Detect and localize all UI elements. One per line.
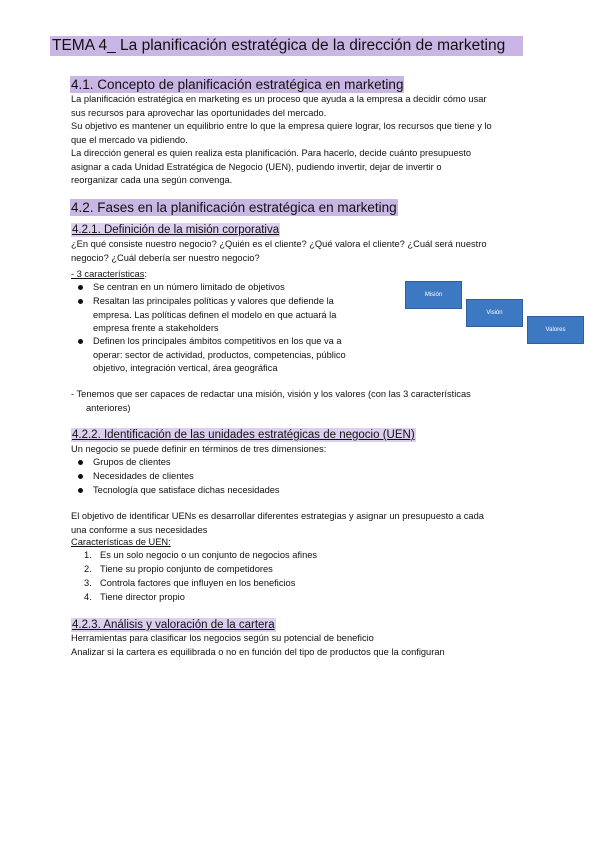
section-4-2-heading: 4.2. Fases en la planificación estratégica en marketing [71, 200, 397, 215]
uen-dimensions-list [78, 456, 378, 501]
list-item: Necesidades de clientes [93, 471, 194, 481]
text-line: Su objetivo es mantener un equilibrio entre lo que la empresa quiere lograr, los recursos que tiene y lo [71, 121, 492, 131]
list-item: Se centran en un número limitado de objetivos [93, 282, 285, 292]
text-line: que el mercado va pidiendo. [71, 134, 188, 145]
bullet-icon [78, 460, 83, 465]
text-line: Analizar si la cartera es equilibrada o no en función del tipo de productos que la configuran [71, 646, 445, 657]
section-4-2-3-heading: 4.2.3. Análisis y valoración de la cartera [72, 619, 275, 631]
uen-characteristics-list [84, 549, 404, 609]
list-number: 3. [84, 578, 92, 588]
section-4-2-1-questions [71, 238, 487, 265]
uen-intro: Un negocio se puede definir en términos de tres dimensiones: [71, 444, 327, 454]
text-line: sus recursos para aprovechar las oportunidades del mercado. [71, 107, 327, 118]
section-4-2-3-text [71, 632, 445, 659]
mission-note: - Tenemos que ser capaces de redactar una misión, visión y los valores (con las 3 características anteriores) [71, 389, 471, 413]
list-number: 4. [84, 592, 92, 602]
list-number: 2. [84, 564, 92, 574]
mission-box: Misión [405, 281, 462, 309]
text-line: reorganizar cada una según convenga. [71, 175, 233, 185]
page-title: TEMA 4_ La planificación estratégica de la dirección de marketing [50, 36, 523, 56]
list-item: Tiene director propio [100, 592, 185, 602]
section-4-2-1-heading: 4.2.1. Definición de la misión corporativa [72, 224, 280, 236]
section-4-1-text [71, 93, 492, 188]
bullet-icon [78, 299, 83, 304]
vision-box: Visión [466, 299, 523, 327]
list-item: Grupos de clientes [93, 457, 171, 467]
list-number: 1. [84, 550, 92, 560]
bullet-icon [78, 285, 83, 290]
section-4-2-2-heading: 4.2.2. Identificación de las unidades estratégicas de negocio (UEN) [72, 429, 415, 441]
list-item: Tecnología que satisface dichas necesidades [93, 485, 280, 495]
list-item: Definen los principales ámbitos competitivos en los que va a operar: sector de actividad, productos, competencias, público objetivo, integración vertical, área geográfica [93, 336, 346, 373]
uen-characteristics-label: Características de UEN: [71, 537, 171, 547]
text-line: Herramientas para clasificar los negocios según su potencial de beneficio [71, 633, 374, 643]
list-item: Controla factores que influyen en los beneficios [100, 578, 296, 588]
list-item: Es un solo negocio o un conjunto de negocios afines [100, 550, 318, 560]
text-line: ¿En qué consiste nuestro negocio? ¿Quién es el cliente? ¿Qué valora el cliente? ¿Cuál será nuestro [71, 239, 487, 249]
text-line: La planificación estratégica en marketing es un proceso que ayuda a la empresa a decidir cómo usar [71, 94, 487, 104]
bullet-icon [78, 474, 83, 479]
text-line: asignar a cada Unidad Estratégica de Negocio (UEN), pudiendo invertir, dejar de invertir o [71, 161, 442, 172]
text-line: negocio? ¿Cuál debería ser nuestro negocio? [71, 252, 260, 263]
section-4-1-heading: 4.1. Concepto de planificación estratégica en marketing [71, 77, 404, 92]
bullet-icon [78, 488, 83, 493]
bullet-icon [78, 339, 83, 344]
mission-bullet-list [78, 281, 398, 381]
values-box: Valores [527, 316, 584, 344]
uen-objective: El objetivo de identificar UENs es desarrollar diferentes estrategias y asignar un presupuesto a cada una conforme a sus necesidades [71, 511, 484, 535]
text-line: La dirección general es quien realiza esta planificación. Para hacerlo, decide cuánto presupuesto [71, 148, 472, 158]
characteristics-label: - 3 características: [71, 269, 147, 279]
list-item: Resaltan las principales políticas y valores que defiende la empresa. Las políticas definen el modelo en que actuará la empresa frente a stakeholders [93, 296, 337, 333]
list-item: Tiene su propio conjunto de competidores [100, 564, 273, 574]
